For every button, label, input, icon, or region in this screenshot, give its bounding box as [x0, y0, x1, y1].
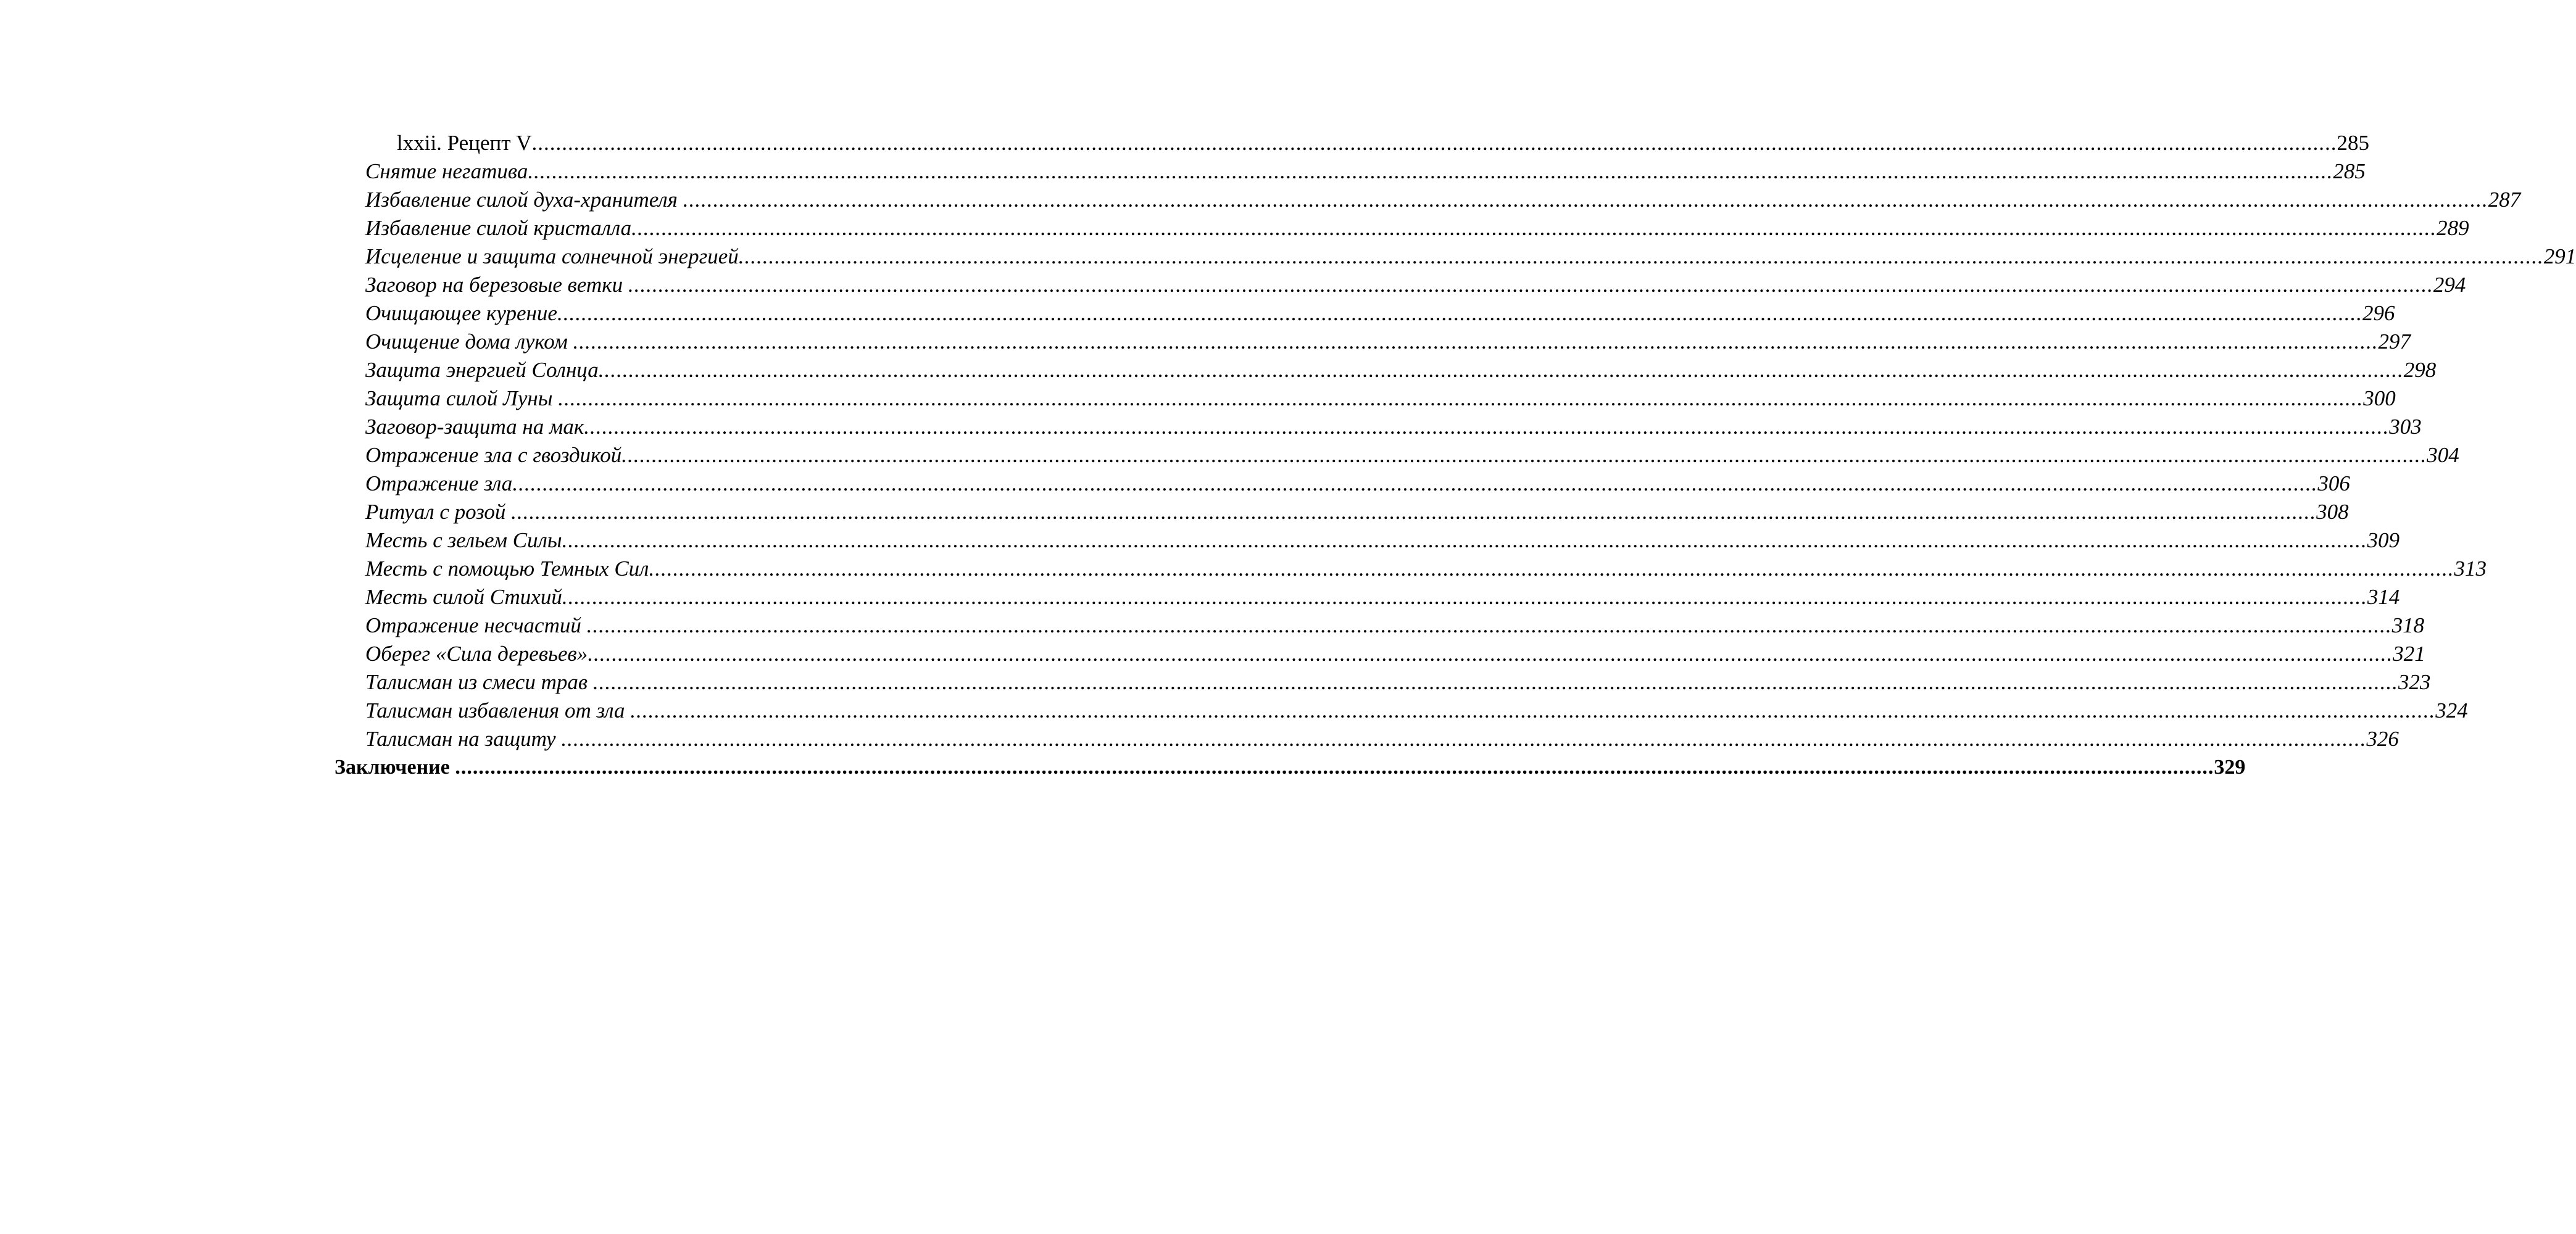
toc-entry	[334, 328, 2411, 356]
toc-entry	[334, 214, 2469, 242]
toc-entry	[334, 498, 2349, 526]
toc-entry-title: Исцеление и защита солнечной энергией	[365, 244, 739, 268]
toc-entry-title: Заговор на березовые ветки	[365, 273, 628, 297]
dot-leader: ............................................................................................................................................................................................................................................................................................................	[557, 301, 2362, 325]
toc-entry-title: Месть силой Стихий	[365, 585, 562, 609]
toc-entry-page-number: 313	[2454, 557, 2487, 581]
toc-entry-page-number: 297	[2378, 329, 2411, 354]
dot-leader: ............................................................................................................................................................................................................................................................................................................	[573, 329, 2379, 354]
toc-entry	[334, 186, 2521, 214]
toc-entry-title: Оберег «Сила деревьев»	[365, 642, 588, 666]
toc-entry-page-number: 323	[2398, 670, 2431, 694]
toc-entry-page-number: 285	[2333, 159, 2366, 183]
toc-entry-page-number: 294	[2433, 273, 2466, 297]
toc-entry-title: Защита силой Луны	[365, 386, 559, 410]
toc-entry-page-number: 314	[2367, 585, 2400, 609]
toc-entry-page-number: 300	[2363, 386, 2396, 410]
toc-entry	[334, 555, 2487, 583]
toc-entry-page-number: 306	[2317, 471, 2350, 495]
toc-entry	[334, 640, 2425, 668]
toc-entry	[334, 611, 2425, 640]
dot-leader: ............................................................................................................................................................................................................................................................................................................	[649, 557, 2454, 581]
toc-entry	[334, 413, 2422, 441]
toc-entry-title: Очищение дома луком	[365, 329, 573, 354]
dot-leader: ............................................................................................................................................................................................................................................................................................................	[586, 613, 2392, 637]
toc-entry-page-number: 287	[2488, 188, 2521, 212]
toc-entry-title: Заговор-защита на мак	[365, 415, 584, 439]
toc-entry	[334, 470, 2350, 498]
toc-entry	[334, 753, 2246, 782]
toc-entry-page-number: 303	[2389, 415, 2422, 439]
dot-leader: ............................................................................................................................................................................................................................................................................................................	[628, 273, 2433, 297]
dot-leader: ............................................................................................................................................................................................................................................................................................................	[562, 585, 2367, 609]
toc-entry-page-number: 298	[2403, 358, 2437, 382]
toc-entry-title: lxxii. Рецепт V	[397, 131, 532, 155]
dot-leader: ............................................................................................................................................................................................................................................................................................................	[455, 756, 2214, 779]
toc-entry-page-number: 285	[2337, 131, 2370, 155]
dot-leader: ............................................................................................................................................................................................................................................................................................................	[528, 159, 2333, 183]
toc-entry-title: Заключение	[334, 756, 455, 779]
toc-entry	[334, 271, 2466, 299]
dot-leader: ............................................................................................................................................................................................................................................................................................................	[598, 358, 2404, 382]
toc-entry	[334, 725, 2399, 753]
dot-leader: ............................................................................................................................................................................................................................................................................................................	[588, 642, 2393, 666]
toc-entry-page-number: 329	[2214, 756, 2246, 779]
dot-leader: ............................................................................................................................................................................................................................................................................................................	[531, 131, 2337, 155]
toc-entry-page-number: 304	[2427, 443, 2459, 467]
toc-entry-title: Талисман из смеси трав	[365, 670, 593, 694]
toc-entry-title: Талисман избавления от зла	[365, 698, 631, 723]
dot-leader: ............................................................................................................................................................................................................................................................................................................	[621, 443, 2427, 467]
dot-leader: ............................................................................................................................................................................................................................................................................................................	[562, 528, 2367, 552]
table-of-contents	[334, 129, 2576, 782]
dot-leader: ............................................................................................................................................................................................................................................................................................................	[561, 727, 2367, 751]
toc-entry-title: Очищающее курение	[365, 301, 557, 325]
toc-entry	[334, 157, 2366, 186]
toc-entry	[334, 242, 2576, 271]
toc-entry-page-number: 321	[2393, 642, 2425, 666]
toc-entry-title: Избавление силой кристалла	[365, 216, 632, 240]
toc-entry-page-number: 309	[2367, 528, 2400, 552]
toc-entry	[334, 129, 2370, 157]
toc-entry-page-number: 324	[2435, 698, 2468, 723]
toc-entry	[334, 441, 2459, 470]
dot-leader: ............................................................................................................................................................................................................................................................................................................	[592, 670, 2398, 694]
toc-entry-title: Снятие негатива	[365, 159, 528, 183]
toc-entry-title: Отражение зла с гвоздикой	[365, 443, 622, 467]
toc-entry	[334, 299, 2395, 328]
toc-entry	[334, 384, 2396, 413]
toc-entry-title: Отражение зла	[365, 471, 513, 495]
toc-entry-page-number: 308	[2316, 500, 2349, 524]
toc-entry-title: Талисман на защиту	[365, 727, 562, 751]
toc-entry-title: Ритуал с розой	[365, 500, 512, 524]
toc-entry-title: Защита энергией Солнца	[365, 358, 599, 382]
dot-leader: ............................................................................................................................................................................................................................................................................................................	[511, 500, 2317, 524]
toc-entry	[334, 583, 2400, 611]
dot-leader: ............................................................................................................................................................................................................................................................................................................	[683, 188, 2488, 212]
dot-leader: ............................................................................................................................................................................................................................................................................................................	[584, 415, 2390, 439]
toc-entry-page-number: 318	[2391, 613, 2425, 637]
toc-entry-title: Избавление силой духа-хранителя	[365, 188, 683, 212]
toc-entry	[334, 697, 2468, 725]
toc-entry	[334, 356, 2437, 384]
toc-entry	[334, 526, 2400, 555]
dot-leader: ............................................................................................................................................................................................................................................................................................................	[631, 216, 2437, 240]
toc-entry-page-number: 291	[2543, 244, 2576, 268]
toc-entry	[334, 668, 2431, 697]
toc-entry-title: Месть с помощью Темных Сил	[365, 557, 649, 581]
dot-leader: ............................................................................................................................................................................................................................................................................................................	[558, 386, 2364, 410]
dot-leader: ............................................................................................................................................................................................................................................................................................................	[630, 698, 2436, 723]
toc-entry-title: Отражение несчастий	[365, 613, 587, 637]
dot-leader: ............................................................................................................................................................................................................................................................................................................	[512, 471, 2318, 495]
dot-leader: ............................................................................................................................................................................................................................................................................................................	[738, 244, 2544, 268]
toc-entry-page-number: 296	[2362, 301, 2395, 325]
toc-entry-page-number: 326	[2366, 727, 2399, 751]
toc-entry-page-number: 289	[2437, 216, 2469, 240]
toc-entry-title: Месть с зельем Силы	[365, 528, 562, 552]
